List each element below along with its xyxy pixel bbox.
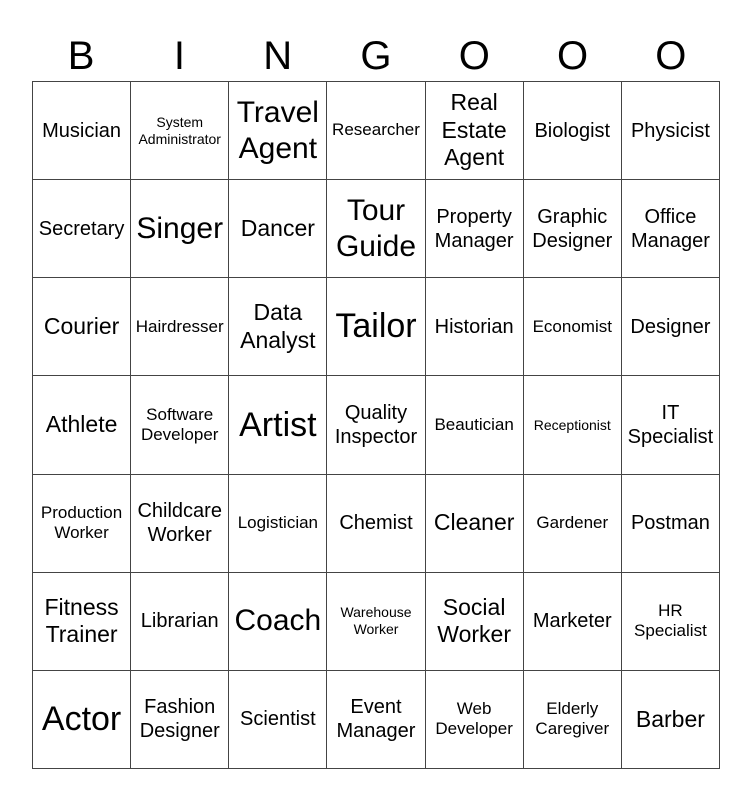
bingo-cell[interactable]: Librarian: [131, 573, 229, 671]
bingo-cell[interactable]: Gardener: [524, 475, 622, 573]
bingo-cell[interactable]: Musician: [33, 82, 131, 180]
bingo-header: [32, 30, 720, 82]
bingo-cell[interactable]: Fitness Trainer: [33, 573, 131, 671]
bingo-cell[interactable]: Event Manager: [327, 671, 425, 769]
bingo-cell[interactable]: Physicist: [622, 82, 720, 180]
bingo-board: [32, 81, 720, 769]
bingo-cell[interactable]: Web Developer: [426, 671, 524, 769]
bingo-cell[interactable]: Courier: [33, 278, 131, 376]
header-letter: O: [458, 34, 490, 78]
header-letter: O: [557, 34, 589, 78]
bingo-cell[interactable]: Researcher: [327, 82, 425, 180]
bingo-cell[interactable]: Childcare Worker: [131, 475, 229, 573]
bingo-cell[interactable]: System Administrator: [131, 82, 229, 180]
bingo-cell[interactable]: Chemist: [327, 475, 425, 573]
header-letter: G: [360, 34, 392, 78]
bingo-cell[interactable]: Property Manager: [426, 180, 524, 278]
bingo-cell[interactable]: Tour Guide: [327, 180, 425, 278]
bingo-cell[interactable]: Software Developer: [131, 376, 229, 474]
bingo-cell[interactable]: Quality Inspector: [327, 376, 425, 474]
bingo-cell[interactable]: Artist: [229, 376, 327, 474]
bingo-cell[interactable]: Economist: [524, 278, 622, 376]
header-letter: N: [263, 34, 293, 78]
bingo-cell[interactable]: HR Specialist: [622, 573, 720, 671]
bingo-cell[interactable]: IT Specialist: [622, 376, 720, 474]
bingo-cell[interactable]: Real Estate Agent: [426, 82, 524, 180]
bingo-cell[interactable]: Office Manager: [622, 180, 720, 278]
header-letter: O: [655, 34, 687, 78]
bingo-cell[interactable]: Graphic Designer: [524, 180, 622, 278]
bingo-cell[interactable]: Postman: [622, 475, 720, 573]
bingo-cell[interactable]: Warehouse Worker: [327, 573, 425, 671]
bingo-cell[interactable]: Scientist: [229, 671, 327, 769]
header-letter: B: [67, 34, 95, 78]
bingo-cell[interactable]: Athlete: [33, 376, 131, 474]
bingo-cell[interactable]: Tailor: [327, 278, 425, 376]
bingo-cell[interactable]: Actor: [33, 671, 131, 769]
header-letter: I: [173, 34, 185, 78]
bingo-cell[interactable]: Hairdresser: [131, 278, 229, 376]
bingo-cell[interactable]: Elderly Caregiver: [524, 671, 622, 769]
bingo-cell[interactable]: Logistician: [229, 475, 327, 573]
bingo-cell[interactable]: Social Worker: [426, 573, 524, 671]
bingo-cell[interactable]: Barber: [622, 671, 720, 769]
bingo-cell[interactable]: Designer: [622, 278, 720, 376]
bingo-cell[interactable]: Marketer: [524, 573, 622, 671]
bingo-cell[interactable]: Secretary: [33, 180, 131, 278]
bingo-cell[interactable]: Cleaner: [426, 475, 524, 573]
bingo-cell[interactable]: Coach: [229, 573, 327, 671]
bingo-cell[interactable]: Production Worker: [33, 475, 131, 573]
bingo-cell[interactable]: Data Analyst: [229, 278, 327, 376]
bingo-cell[interactable]: Dancer: [229, 180, 327, 278]
bingo-cell[interactable]: Singer: [131, 180, 229, 278]
bingo-cell[interactable]: Beautician: [426, 376, 524, 474]
bingo-cell[interactable]: Historian: [426, 278, 524, 376]
bingo-cell[interactable]: Travel Agent: [229, 82, 327, 180]
bingo-cell[interactable]: Receptionist: [524, 376, 622, 474]
bingo-cell[interactable]: Biologist: [524, 82, 622, 180]
bingo-cell[interactable]: Fashion Designer: [131, 671, 229, 769]
